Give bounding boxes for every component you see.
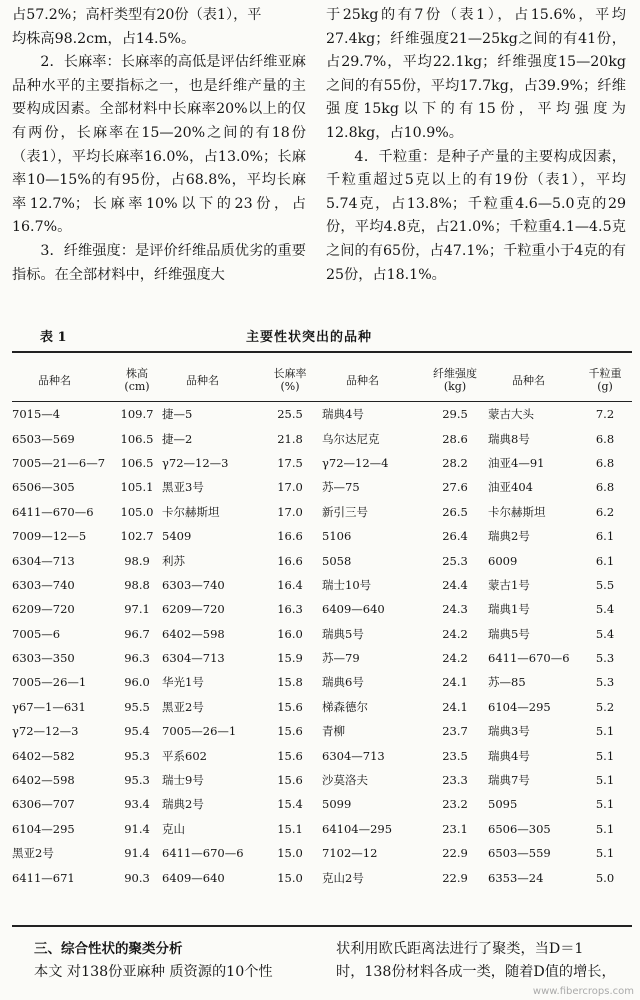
table-cell: 6402—598 xyxy=(12,773,75,788)
table-cell: 96.0 xyxy=(124,675,150,690)
table-cell: 90.3 xyxy=(124,870,150,885)
table-row xyxy=(12,646,632,670)
table-cell: 16.6 xyxy=(277,529,303,544)
table-cell: 22.9 xyxy=(442,846,468,861)
table-body xyxy=(12,402,632,890)
table-row xyxy=(12,402,632,426)
table-cell: 64104—295 xyxy=(322,821,393,836)
table-cell: 6.1 xyxy=(595,553,615,568)
table-cell: 96.7 xyxy=(124,626,150,641)
table-row xyxy=(12,597,632,621)
table-cell: 5.1 xyxy=(595,846,615,861)
table-row xyxy=(12,792,632,816)
table-row xyxy=(12,548,632,572)
table-cell: 23.5 xyxy=(442,748,468,763)
table-cell: 瑞典6号 xyxy=(322,675,364,690)
table-cell: 24.2 xyxy=(442,651,468,666)
table-cell: 5095 xyxy=(488,797,518,812)
table-row xyxy=(12,719,632,743)
section-4-paragraph: 4．千粒重：是种子产量的主要构成因素，千粒重超过5克以上的有19份（表1），平均5.74克，占13.8%；千粒重4.6—5.0克的29份，平均4.8克，占21.0%；千粒重4.1—4.5克之间的有65份，占47.1%；千粒重小于4克的有25份，占18.1%。 xyxy=(326,148,626,283)
header-cell: 株高 (cm) xyxy=(124,367,150,393)
table-cell: 瑞典4号 xyxy=(322,407,364,422)
table-cell: 瑞典4号 xyxy=(488,748,530,763)
table-cell: 瑞典1号 xyxy=(488,602,530,617)
table-cell: 6411—671 xyxy=(12,870,75,885)
table-cell: 黑亚2号 xyxy=(162,699,204,714)
header-cell: 品种名 xyxy=(346,373,379,387)
section-3-paragraph: 3．纤维强度：是评价纤维品质优劣的重要指标。在全部材料中，纤维强度大 xyxy=(12,242,306,283)
table-cell: 7015—4 xyxy=(12,407,61,422)
table-cell: 瑞士10号 xyxy=(322,577,372,592)
table-cell: 15.6 xyxy=(277,773,303,788)
table-cell: 5058 xyxy=(322,553,352,568)
table-cell: 26.4 xyxy=(442,529,468,544)
table-cell: 6409—640 xyxy=(322,602,385,617)
table-cell: 6304—713 xyxy=(12,553,75,568)
table-cell: 苏—75 xyxy=(322,480,360,495)
bottom-left xyxy=(34,938,273,984)
table-bottom-rule xyxy=(12,925,632,927)
table-row xyxy=(12,524,632,548)
continuation-paragraph: 于25kg的有7份（表1），占15.6%，平均27.4kg；纤维强度21—25kg之间的有41份，占29.7%，平均22.1kg；纤维强度15—20kg之间的有55份，平均17.7kg，占39.9%；纤维强度15kg以下的有15份，平均强度为12.8kg，占10.9%。 xyxy=(326,7,626,141)
table-cell: 15.4 xyxy=(277,797,303,812)
table-row xyxy=(12,768,632,792)
table-cell: 15.0 xyxy=(277,846,303,861)
table-cell: 7005—26—1 xyxy=(12,675,87,690)
table-cell: 7009—12—5 xyxy=(12,529,87,544)
table-cell: 6303—740 xyxy=(162,577,225,592)
table-cell: 6303—350 xyxy=(12,651,75,666)
table-cell: 沙莫洛夫 xyxy=(322,773,368,788)
table-cell: 27.6 xyxy=(442,480,468,495)
bottom-right-line-2: 时，138份材料各成一类，随着D值的增长， xyxy=(336,964,616,980)
traits-table xyxy=(12,358,632,890)
table-cell: 106.5 xyxy=(120,431,154,446)
bottom-right-line-1: 状利用欧氏距离法进行了聚类，当D＝1 xyxy=(336,941,584,957)
table-cell: 黑亚3号 xyxy=(162,480,204,495)
table-cell: 24.1 xyxy=(442,699,468,714)
table-cell: 6209—720 xyxy=(12,602,75,617)
table-cell: 23.1 xyxy=(442,821,468,836)
table-cell: 克山 xyxy=(162,821,185,836)
table-cell: 102.7 xyxy=(120,529,154,544)
table-cell: 25.5 xyxy=(277,407,303,422)
table-cell: 21.8 xyxy=(277,431,303,446)
header-cell: 纤维强度 (kg) xyxy=(433,367,477,393)
table-cell: 苏—79 xyxy=(322,651,360,666)
table-cell: 5.5 xyxy=(595,577,615,592)
table-cell: 新引三号 xyxy=(322,504,368,519)
table-cell: 98.8 xyxy=(124,577,150,592)
table-cell: 5.1 xyxy=(595,773,615,788)
table-cell: 97.1 xyxy=(124,602,150,617)
table-cell: 6353—24 xyxy=(488,870,544,885)
table-cell: 15.6 xyxy=(277,748,303,763)
table-top-rule xyxy=(12,351,632,353)
header-cell: 长麻率 (%) xyxy=(273,367,307,393)
table-cell: 6104—295 xyxy=(488,699,551,714)
table-cell: 捷—5 xyxy=(162,407,193,422)
table-cell: 瑞士9号 xyxy=(162,773,204,788)
table-cell: 6.8 xyxy=(595,455,615,470)
table-cell: 15.8 xyxy=(277,675,303,690)
table-row xyxy=(12,500,632,524)
table-cell: 16.3 xyxy=(277,602,303,617)
table-cell: 5.4 xyxy=(595,626,615,641)
table-cell: 6209—720 xyxy=(162,602,225,617)
table-row xyxy=(12,743,632,767)
table-cell: 95.3 xyxy=(124,773,150,788)
table-cell: 25.3 xyxy=(442,553,468,568)
header-cell: 品种名 xyxy=(186,373,219,387)
table-cell: 15.6 xyxy=(277,724,303,739)
table-cell: 6411—670—6 xyxy=(488,651,570,666)
table-cell: 95.5 xyxy=(124,699,150,714)
table-cell: 平系602 xyxy=(162,748,207,763)
table-cell: 17.0 xyxy=(277,480,303,495)
table-cell: 5.1 xyxy=(595,724,615,739)
table-cell: 5409 xyxy=(162,529,192,544)
section-3-title: 三、综合性状的聚类分析 xyxy=(34,941,183,957)
table-cell: 16.0 xyxy=(277,626,303,641)
section-2-paragraph: 2．长麻率：长麻率的高低是评估纤维亚麻品种水平的主要指标之一，也是纤维产量的主要构成因素。全部材料中长麻率20%以上的仅有两份，长麻率在15—20%之间的有18份（表1），平均长麻率16.0%，占13.0%；长麻率10—15%的有95份，占68.8%，平均长麻率12.7%；长麻率10%以下的23份，占16.7%。 xyxy=(12,54,306,236)
table-cell: 5.1 xyxy=(595,797,615,812)
table-cell: 91.4 xyxy=(124,846,150,861)
table-row xyxy=(12,670,632,694)
left-line-1: 占57.2%；高杆类型有20份（表1），平 xyxy=(12,7,262,23)
table-row xyxy=(12,573,632,597)
table-cell: 瑞典2号 xyxy=(162,797,204,812)
left-column xyxy=(12,4,306,287)
table-cell: 6.8 xyxy=(595,480,615,495)
table-cell: 95.4 xyxy=(124,724,150,739)
table-cell: 6.8 xyxy=(595,431,615,446)
table-cell: 23.7 xyxy=(442,724,468,739)
right-column xyxy=(326,4,626,287)
table-cell: 15.1 xyxy=(277,821,303,836)
left-line-2: 均株高98.2cm，占14.5%。 xyxy=(12,30,196,47)
bottom-left-text: 本文 对138份亚麻种 质资源的10个性 xyxy=(34,964,273,980)
table-cell: 23.2 xyxy=(442,797,468,812)
table-cell: 6.1 xyxy=(595,529,615,544)
table-cell: 106.5 xyxy=(120,455,154,470)
table-cell: 6.2 xyxy=(595,504,615,519)
table-cell: 5.2 xyxy=(595,699,615,714)
table-label: 表 1 xyxy=(40,330,67,345)
watermark: www.fibercrops.com xyxy=(532,986,634,997)
table-cell: 6506—305 xyxy=(488,821,551,836)
table-cell: 利苏 xyxy=(162,553,185,568)
table-cell: 乌尔达尼克 xyxy=(322,431,380,446)
table-cell: 17.5 xyxy=(277,455,303,470)
table-cell: 16.4 xyxy=(277,577,303,592)
table-cell: 黑亚2号 xyxy=(12,846,54,861)
table-cell: 24.3 xyxy=(442,602,468,617)
table-cell: 93.4 xyxy=(124,797,150,812)
table-cell: 5.3 xyxy=(595,651,615,666)
table-cell: 98.9 xyxy=(124,553,150,568)
table-cell: 16.6 xyxy=(277,553,303,568)
table-header-row xyxy=(12,358,632,402)
table-cell: γ67—1—631 xyxy=(12,699,86,714)
table-cell: 瑞典2号 xyxy=(488,529,530,544)
table-cell: 105.1 xyxy=(120,480,154,495)
table-cell: γ72—12—4 xyxy=(322,455,389,470)
table-cell: 5.1 xyxy=(595,821,615,836)
table-row xyxy=(12,841,632,865)
table-cell: 青柳 xyxy=(322,724,345,739)
table-cell: 24.1 xyxy=(442,675,468,690)
table-cell: 5.3 xyxy=(595,675,615,690)
table-cell: 华光1号 xyxy=(162,675,204,690)
table-cell: 5099 xyxy=(322,797,352,812)
table-cell: 7005—6 xyxy=(12,626,61,641)
table-cell: 瑞典7号 xyxy=(488,773,530,788)
table-cell: 蒙古大头 xyxy=(488,407,534,422)
table-cell: 捷—2 xyxy=(162,431,193,446)
table-row xyxy=(12,451,632,475)
table-cell: γ72—12—3 xyxy=(12,724,79,739)
table-cell: 卡尔赫斯坦 xyxy=(488,504,546,519)
table-cell: 6503—569 xyxy=(12,431,75,446)
table-cell: 28.2 xyxy=(442,455,468,470)
table-cell: 105.0 xyxy=(120,504,154,519)
table-cell: 油亚404 xyxy=(488,480,533,495)
table-cell: 油亚4—91 xyxy=(488,455,545,470)
table-cell: 7005—21—6—7 xyxy=(12,455,106,470)
table-cell: 6506—305 xyxy=(12,480,75,495)
table-cell: 梯森德尔 xyxy=(322,699,368,714)
table-cell: 5106 xyxy=(322,529,352,544)
table-cell: 克山2号 xyxy=(322,870,364,885)
table-row xyxy=(12,865,632,889)
table-cell: 6402—582 xyxy=(12,748,75,763)
table-cell: 22.9 xyxy=(442,870,468,885)
table-row xyxy=(12,426,632,450)
table-cell: 卡尔赫斯坦 xyxy=(162,504,220,519)
table-cell: 5.1 xyxy=(595,748,615,763)
table-row xyxy=(12,695,632,719)
table-cell: 15.6 xyxy=(277,699,303,714)
table-row xyxy=(12,817,632,841)
table-cell: 瑞典8号 xyxy=(488,431,530,446)
table-cell: 6503—559 xyxy=(488,846,551,861)
table-cell: 6306—707 xyxy=(12,797,75,812)
table-cell: 蒙古1号 xyxy=(488,577,530,592)
table-cell: 7102—12 xyxy=(322,846,378,861)
table-cell: 95.3 xyxy=(124,748,150,763)
table-cell: 6411—670—6 xyxy=(162,846,244,861)
table-title: 主要性状突出的品种 xyxy=(246,330,373,345)
table-cell: 6411—670—6 xyxy=(12,504,94,519)
header-cell: 品种名 xyxy=(38,373,71,387)
table-cell: 5.4 xyxy=(595,602,615,617)
table-cell: 6409—640 xyxy=(162,870,225,885)
table-cell: 7005—26—1 xyxy=(162,724,237,739)
header-cell: 品种名 xyxy=(512,373,545,387)
table-cell: 6402—598 xyxy=(162,626,225,641)
table-cell: 5.0 xyxy=(595,870,615,885)
table-cell: 23.3 xyxy=(442,773,468,788)
table-cell: 6009 xyxy=(488,553,518,568)
bottom-right xyxy=(336,938,616,984)
table-cell: 苏—85 xyxy=(488,675,526,690)
table-cell: 26.5 xyxy=(442,504,468,519)
header-cell: 千粒重 (g) xyxy=(588,367,622,393)
table-cell: 24.4 xyxy=(442,577,468,592)
table-cell: 17.0 xyxy=(277,504,303,519)
table-cell: 瑞典5号 xyxy=(322,626,364,641)
table-cell: 109.7 xyxy=(120,407,154,422)
table-cell: 7.2 xyxy=(595,407,615,422)
table-cell: 28.6 xyxy=(442,431,468,446)
table-cell: 15.9 xyxy=(277,651,303,666)
table-cell: 6304—713 xyxy=(162,651,225,666)
table-cell: 瑞典5号 xyxy=(488,626,530,641)
table-cell: 15.0 xyxy=(277,870,303,885)
table-cell: 24.2 xyxy=(442,626,468,641)
table-cell: 6104—295 xyxy=(12,821,75,836)
table-cell: 29.5 xyxy=(442,407,468,422)
table-cell: 6304—713 xyxy=(322,748,385,763)
table-row xyxy=(12,475,632,499)
table-row xyxy=(12,622,632,646)
table-cell: 96.3 xyxy=(124,651,150,666)
table-cell: 6303—740 xyxy=(12,577,75,592)
table-cell: 91.4 xyxy=(124,821,150,836)
table-cell: 瑞典3号 xyxy=(488,724,530,739)
table-cell: γ72—12—3 xyxy=(162,455,229,470)
